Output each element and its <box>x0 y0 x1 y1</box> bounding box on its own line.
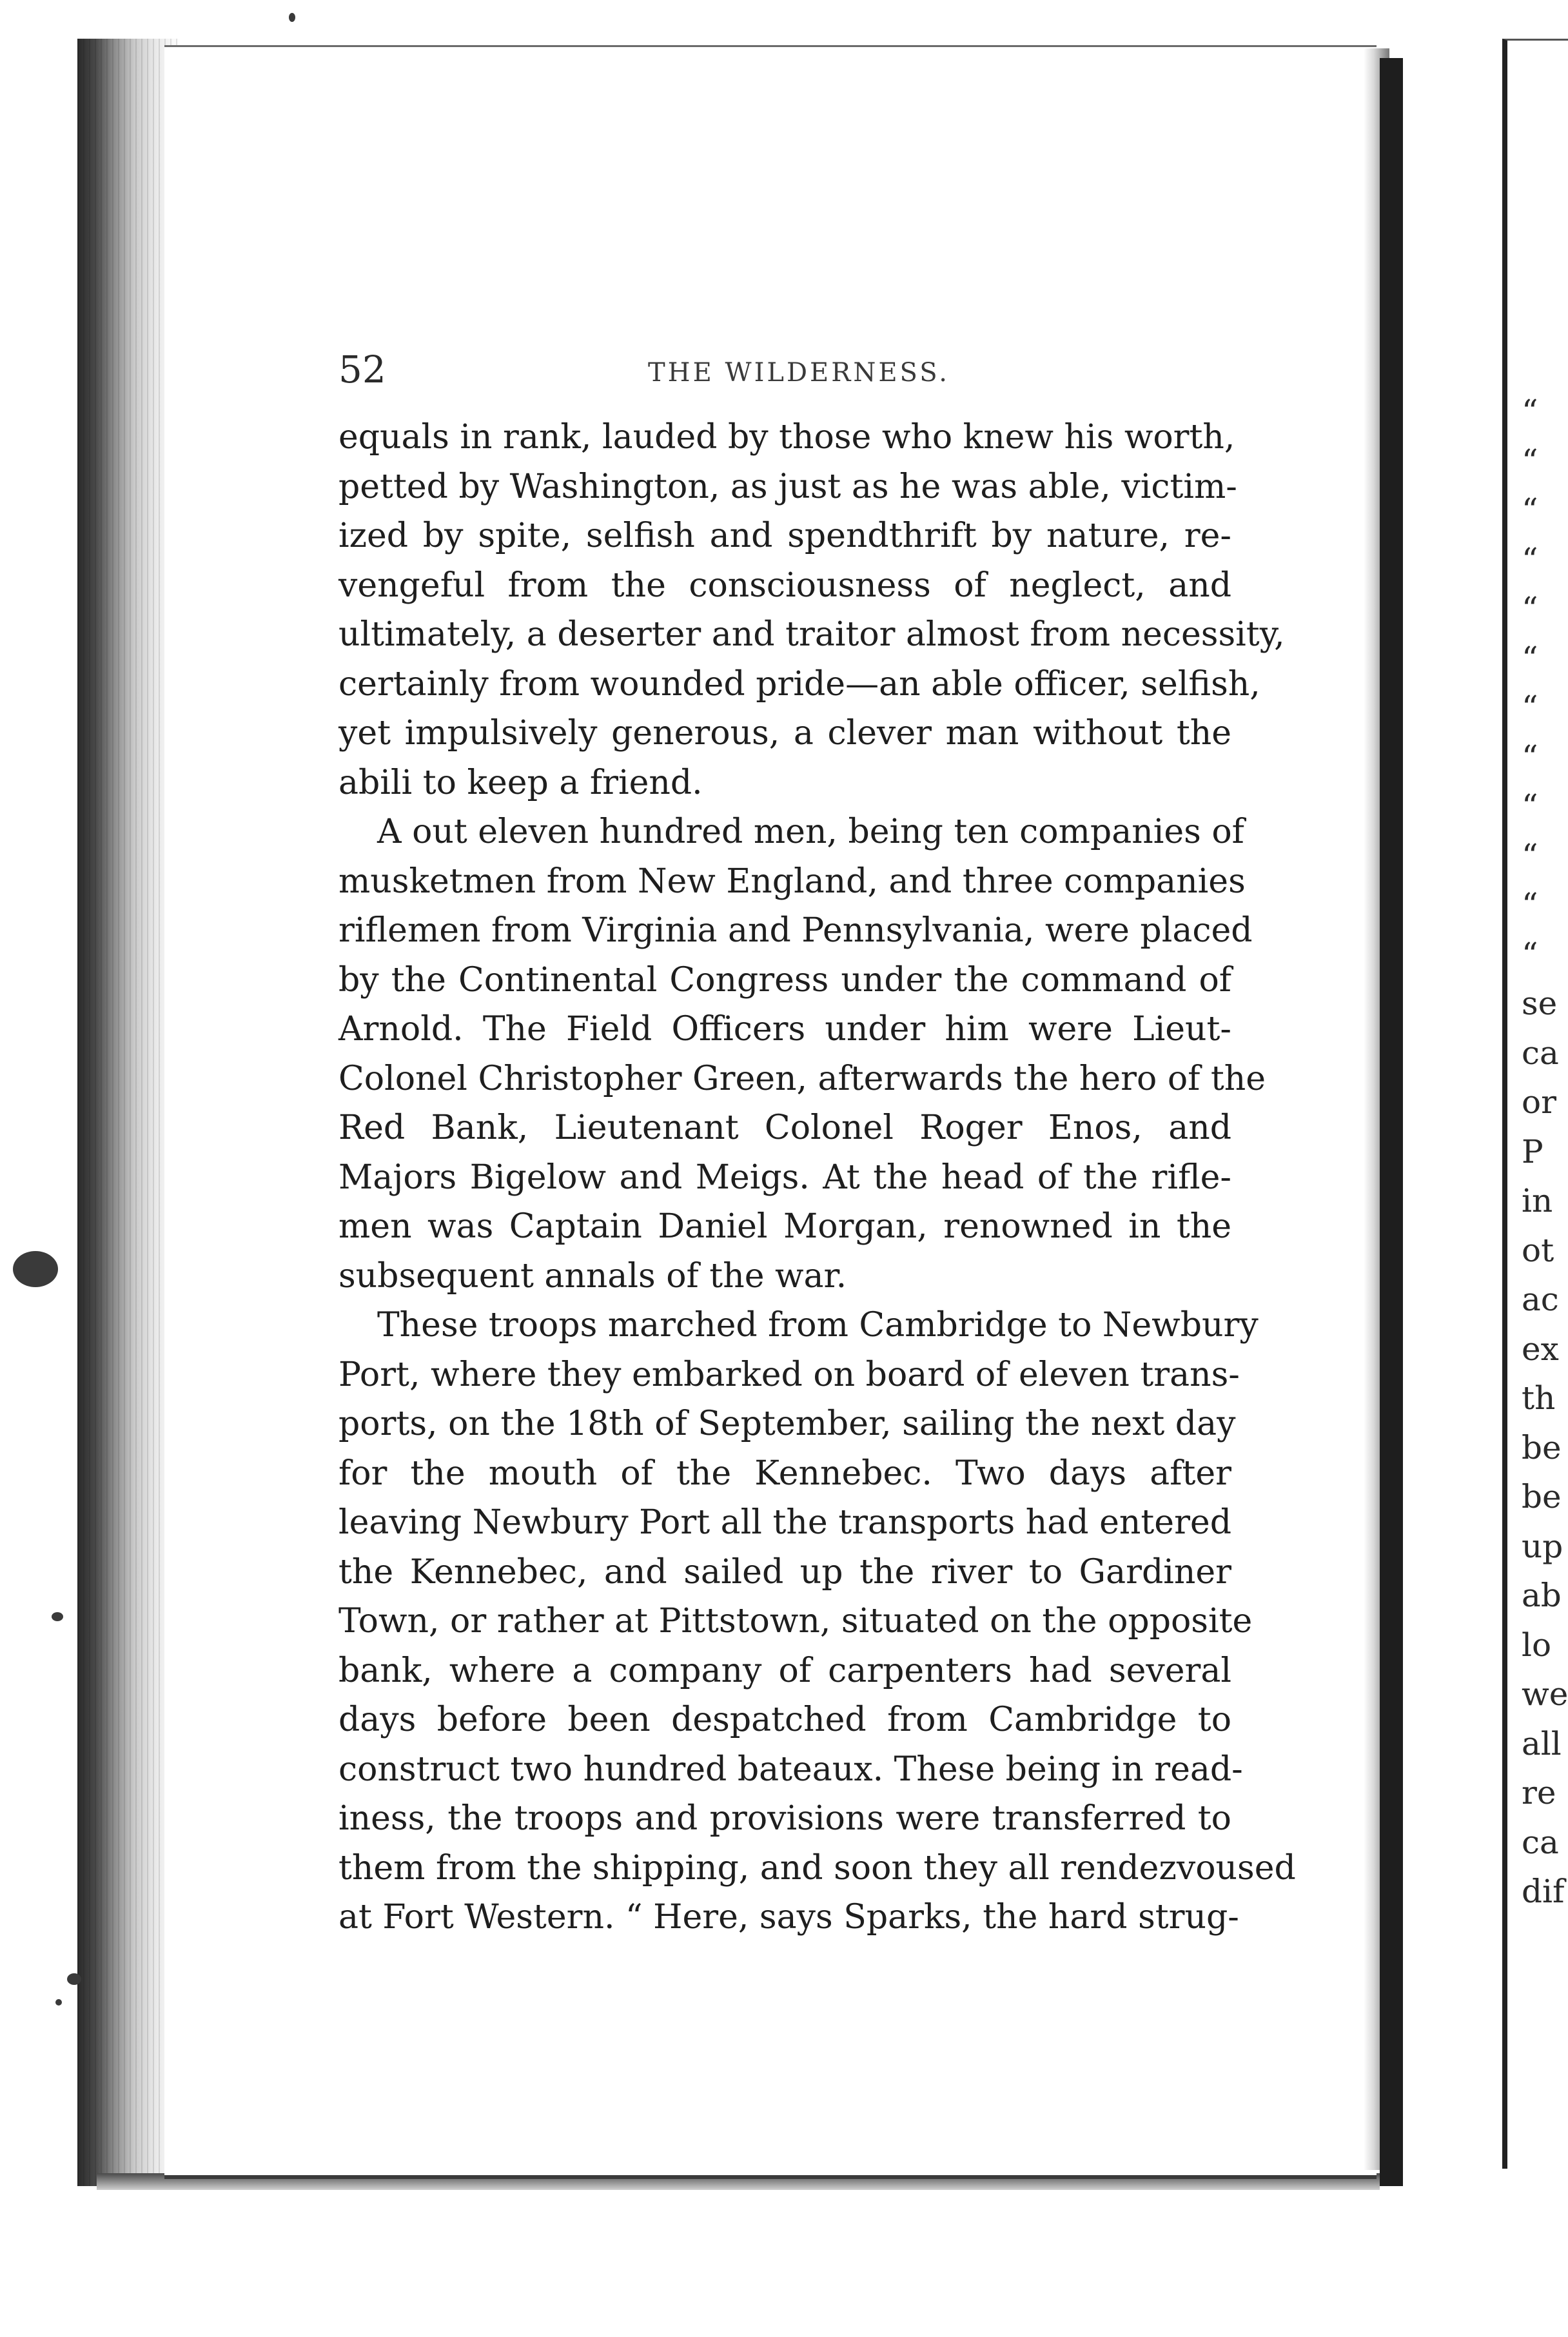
facing-fragment: “ <box>1522 491 1538 529</box>
facing-fragment: “ <box>1522 639 1538 677</box>
facing-fragment: “ <box>1522 886 1538 923</box>
text-line: for the mouth of the Kennebec. Two days after <box>338 1454 1231 1493</box>
text-line: subsequent annals of the war. <box>338 1256 847 1296</box>
text-line: Town, or rather at Pittstown, situated on the opposite <box>338 1602 1253 1641</box>
facing-fragment: all <box>1522 1724 1562 1762</box>
text-line: by the Continental Congress under the command of <box>338 960 1231 1000</box>
text-line: ports, on the 18th of September, sailing the next day <box>338 1405 1236 1443</box>
facing-fragment: up <box>1522 1527 1563 1565</box>
text-line: ultimately, a deserter and traitor almost from necessity, <box>338 615 1285 654</box>
margin-speck <box>52 1612 63 1621</box>
facing-fragment: “ <box>1522 738 1538 776</box>
text-line: Red Bank, Lieutenant Colonel Roger Enos, and <box>338 1109 1231 1147</box>
facing-fragment: th <box>1522 1379 1556 1417</box>
page-number: 52 <box>338 348 386 391</box>
text-line: musketmen from New England, and three companies <box>338 862 1246 901</box>
text-line: riflemen from Virginia and Pennsylvania, were placed <box>338 911 1253 950</box>
page-header <box>338 347 1241 399</box>
text-line: iness, the troops and provisions were transferred to <box>338 1799 1231 1838</box>
facing-fragment: se <box>1522 985 1558 1022</box>
text-line: yet impulsively generous, a clever man without the <box>338 714 1231 753</box>
facing-fragment: “ <box>1522 689 1538 726</box>
text-line: the Kennebec, and sailed up the river to Gardiner <box>338 1552 1231 1592</box>
facing-fragment: “ <box>1522 836 1538 874</box>
facing-fragment: ac <box>1522 1281 1559 1318</box>
text-line: leaving Newbury Port all the transports had entered <box>338 1503 1231 1542</box>
text-line: equals in rank, lauded by those who knew his worth, <box>338 418 1235 457</box>
text-line: abili to keep a friend. <box>338 763 703 802</box>
facing-fragment: ex <box>1522 1330 1559 1368</box>
facing-fragment: “ <box>1522 935 1538 973</box>
margin-speck <box>55 1999 62 2006</box>
running-head: THE WILDERNESS. <box>648 358 950 388</box>
margin-speck <box>13 1251 58 1287</box>
text-line: Arnold. The Field Officers under him were Lieut- <box>338 1010 1231 1049</box>
margin-speck <box>67 1973 81 1985</box>
facing-fragment: re <box>1522 1774 1556 1811</box>
text-line: at Fort Western. “ Here, says Sparks, the hard strug- <box>338 1898 1239 1937</box>
text-line: certainly from wounded pride—an able officer, selfish, <box>338 664 1260 704</box>
text-line: bank, where a company of carpenters had several <box>338 1651 1231 1690</box>
facing-fragment: “ <box>1522 442 1538 480</box>
margin-speck <box>289 13 295 22</box>
facing-fragment: be <box>1522 1478 1562 1515</box>
facing-fragment: we <box>1522 1675 1568 1713</box>
text-line: construct two hundred bateaux. These being in read- <box>338 1750 1243 1789</box>
facing-fragment: be <box>1522 1428 1562 1466</box>
text-line: A out eleven hundred men, being ten companies of <box>377 813 1244 851</box>
text-line: Port, where they embarked on board of eleven trans- <box>338 1355 1240 1394</box>
facing-fragment: lo <box>1522 1626 1552 1664</box>
text-line: men was Captain Daniel Morgan, renowned in the <box>338 1207 1231 1246</box>
text-line: petted by Washington, as just as he was able, victim- <box>338 467 1237 506</box>
facing-fragment: “ <box>1522 787 1538 825</box>
text-line: vengeful from the consciousness of neglect, and <box>338 566 1231 605</box>
text-line: them from the shipping, and soon they all rendezvoused <box>338 1848 1296 1888</box>
facing-fragment: “ <box>1522 540 1538 578</box>
text-line: These troops marched from Cambridge to Newbury <box>377 1306 1259 1345</box>
book-gutter <box>1380 58 1403 2186</box>
facing-fragment: “ <box>1522 590 1538 627</box>
text-line: Colonel Christopher Green, afterwards the hero of the <box>338 1059 1266 1098</box>
facing-fragment: ot <box>1522 1231 1554 1269</box>
body-text <box>338 413 1296 1942</box>
text-line: ized by spite, selfish and spendthrift by nature, re- <box>338 517 1231 555</box>
facing-fragment: “ <box>1522 393 1538 430</box>
facing-fragment: P <box>1522 1132 1544 1170</box>
facing-fragment: ca <box>1522 1034 1559 1072</box>
text-line: days before been despatched from Cambridge to <box>338 1701 1231 1739</box>
facing-fragment: or <box>1522 1083 1557 1121</box>
facing-fragment: in <box>1522 1182 1553 1219</box>
facing-fragment: ab <box>1522 1577 1562 1614</box>
text-line: Majors Bigelow and Meigs. At the head of the rifle- <box>338 1158 1231 1197</box>
facing-page-text <box>1522 387 1568 1917</box>
facing-fragment: ca <box>1522 1823 1559 1861</box>
facing-fragment: dif <box>1522 1873 1565 1910</box>
